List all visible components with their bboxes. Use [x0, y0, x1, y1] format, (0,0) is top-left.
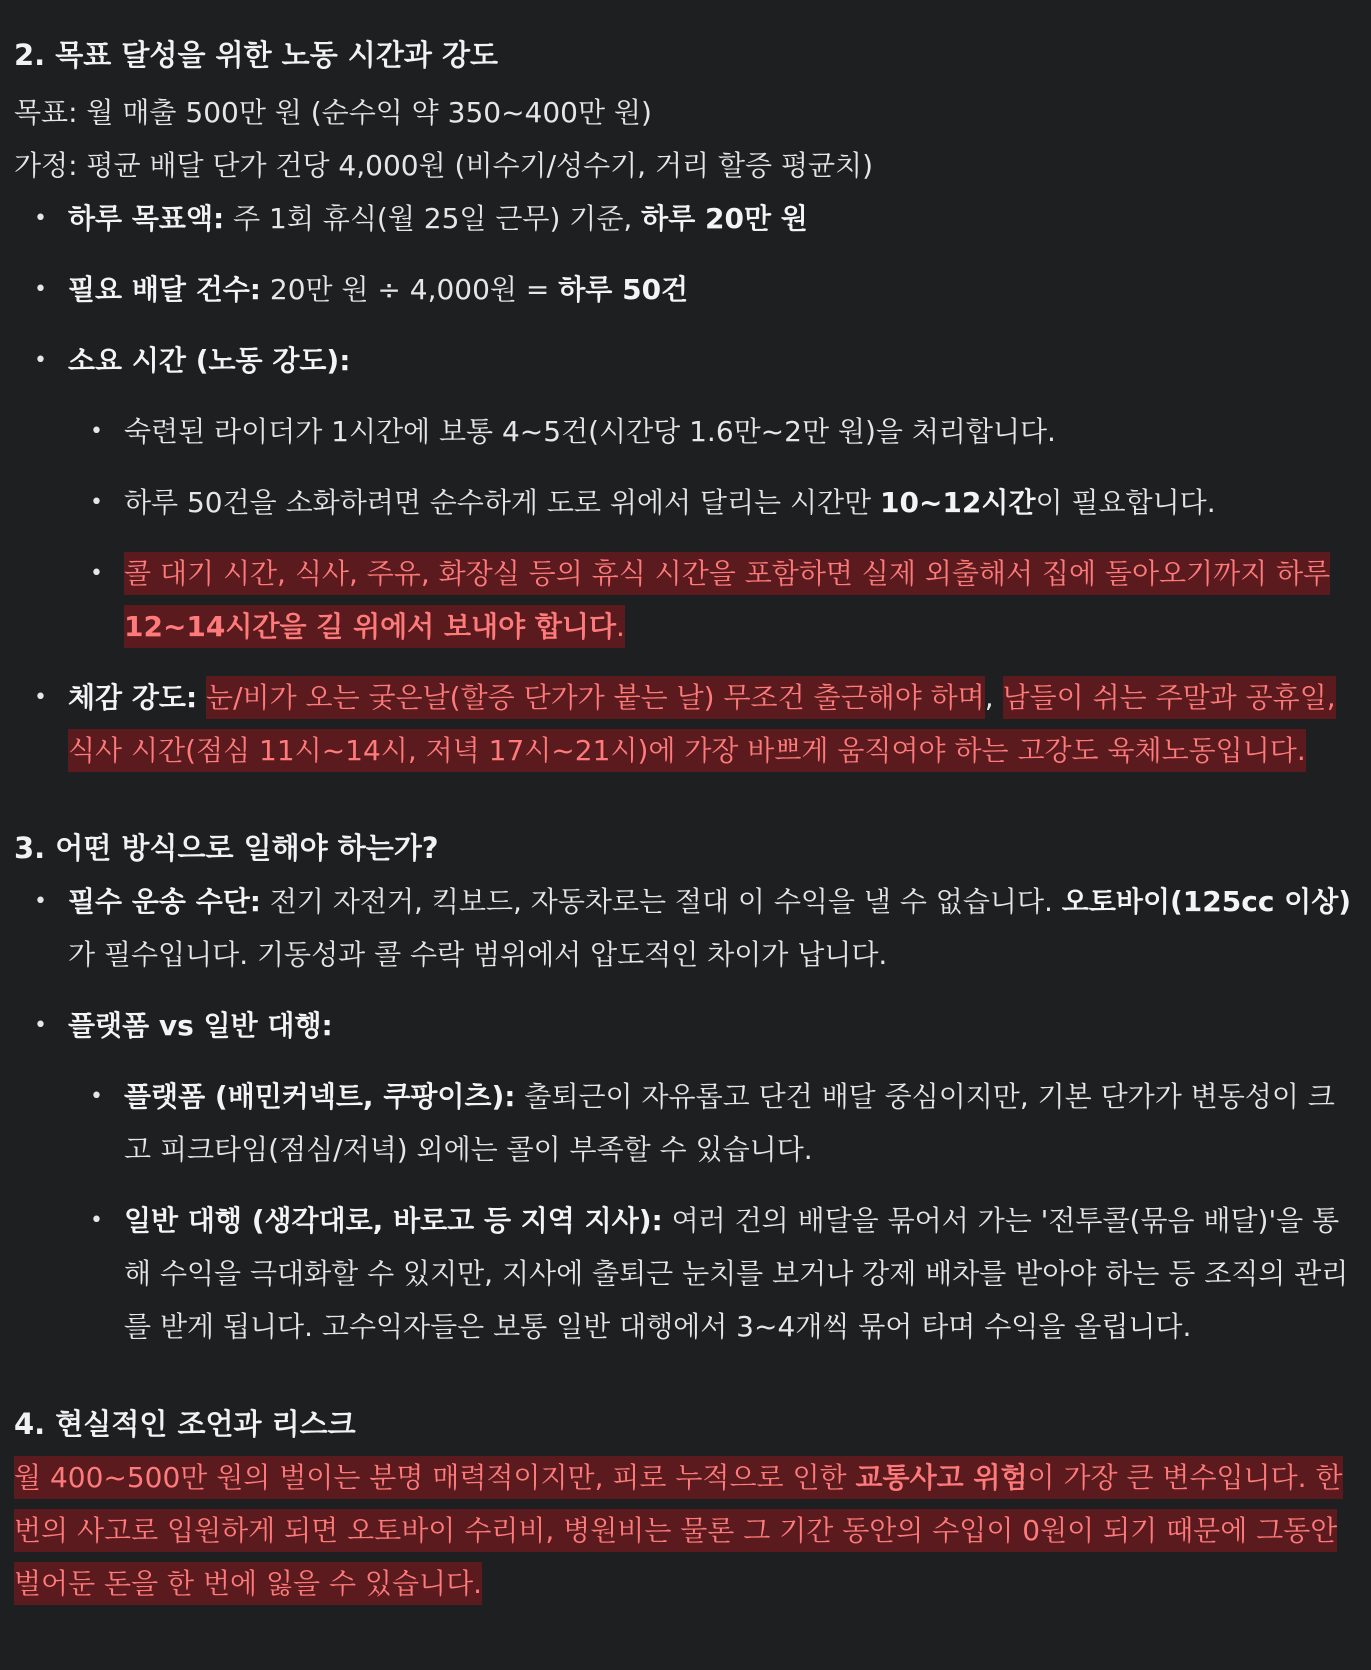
- risk-post: 이 가장 큰 변수입니다. 한 번의 사고로 입원하게 되면 오토바이 수리비, 병원비는 물론 그 기간 동안의 수입이 0원이 되기 때문에 그동안 벌어둔 돈을 한 번에 잃을 수 있습니다.: [14, 1461, 1343, 1600]
- delivery-count-text: 20만 원 ÷ 4,000원 =: [260, 273, 559, 306]
- section-3-list: [14, 875, 1357, 1052]
- section-4-heading: 4. 현실적인 조언과 리스크: [14, 1407, 356, 1441]
- section-2-list-tail: [14, 671, 1357, 777]
- required-time-sublist: [14, 405, 1357, 653]
- road-time-bold: 10~12시간: [880, 486, 1036, 519]
- risk-highlight: [14, 1456, 1343, 1605]
- goal-label: 목표:: [14, 96, 78, 129]
- road-time-post: 이 필요합니다.: [1035, 486, 1216, 519]
- list-item-required-time: [14, 334, 1357, 387]
- daily-target-label: 하루 목표액:: [68, 202, 225, 235]
- list-item-intensity: [14, 671, 1357, 777]
- delivery-count-label: 필요 배달 건수:: [68, 273, 261, 306]
- list-item-platform: [14, 999, 1357, 1052]
- general-agency-label: 일반 대행 (생각대로, 바로고 등 지역 지사):: [124, 1204, 663, 1237]
- vehicle-label: 필수 운송 수단:: [68, 885, 261, 918]
- intensity-comma: ,: [984, 681, 1003, 714]
- risk-pre: 월 400~500만 원의 벌이는 분명 매력적이지만, 피로 누적으로 인한: [14, 1461, 856, 1494]
- platform-sublist: [14, 1070, 1357, 1353]
- risk-paragraph: [14, 1451, 1357, 1610]
- platform-app-text: 출퇴근이 자유롭고 단건 배달 중심이지만, 기본 단가가 변동성이 크고 피크타임(점심/저녁) 외에는 콜이 부족할 수 있습니다.: [124, 1080, 1335, 1166]
- list-item-vehicle: [14, 875, 1357, 981]
- intensity-highlight-2: 남들이 쉬는 주말과 공휴일, 식사 시간(점심 11시~14시, 저녁 17시~21시)에 가장 바쁘게 움직여야 하는 고강도 육체노동입니다.: [68, 676, 1336, 772]
- goal-text: 월 매출 500만 원 (순수익 약 350~400만 원): [77, 96, 652, 129]
- intensity-highlight-1: 눈/비가 오는 궂은날(할증 단가가 붙는 날) 무조건 출근해야 하며: [206, 676, 985, 719]
- list-item-daily-target: [14, 192, 1357, 245]
- section-2-list: [14, 192, 1357, 387]
- sublist-item-general-agency: [14, 1194, 1357, 1353]
- goal-line: [14, 86, 1357, 139]
- road-time-pre: 하루 50건을 소화하려면 순수하게 도로 위에서 달리는 시간만: [124, 486, 880, 519]
- skilled-rider-text: 숙련된 라이더가 1시간에 보통 4~5건(시간당 1.6만~2만 원)을 처리합니다.: [124, 415, 1056, 448]
- sublist-item-platform-app: [14, 1070, 1357, 1176]
- vehicle-bold: 오토바이(125cc 이상): [1061, 885, 1352, 918]
- sublist-item-total-time: [14, 547, 1357, 653]
- assumption-label: 가정:: [14, 149, 78, 182]
- vehicle-text: 전기 자전거, 킥보드, 자동차로는 절대 이 수익을 낼 수 없습니다.: [260, 885, 1062, 918]
- required-time-label: 소요 시간 (노동 강도):: [68, 344, 351, 377]
- sublist-item-road-time: [14, 476, 1357, 529]
- vehicle-post: 가 필수입니다. 기동성과 콜 수락 범위에서 압도적인 차이가 납니다.: [68, 938, 888, 971]
- total-time-highlight: [124, 552, 1330, 648]
- total-time-post: .: [616, 610, 625, 643]
- assumption-line: [14, 139, 1357, 192]
- section-2-heading: 2. 목표 달성을 위한 노동 시간과 강도: [14, 38, 498, 72]
- total-time-bold: 12~14시간을 길 위에서 보내야 합니다: [124, 610, 617, 643]
- risk-bold: 교통사고 위험: [855, 1461, 1028, 1494]
- delivery-count-bold: 하루 50건: [558, 273, 689, 306]
- platform-app-label: 플랫폼 (배민커넥트, 쿠팡이츠):: [124, 1080, 516, 1113]
- section-3-heading: 3. 어떤 방식으로 일해야 하는가?: [14, 831, 439, 865]
- daily-target-bold: 하루 20만 원: [641, 202, 808, 235]
- list-item-delivery-count: [14, 263, 1357, 316]
- sublist-item-skilled-rider: [14, 405, 1357, 458]
- general-agency-text: 여러 건의 배달을 묶어서 가는 '전투콜(묶음 배달)'을 통해 수익을 극대화할 수 있지만, 지사에 출퇴근 눈치를 보거나 강제 배차를 받아야 하는 등 조직의 관리를 받게 됩니다. 고수익자들은 보통 일반 대행에서 3~4개씩 묶어 타며 수익을 올립니다.: [124, 1204, 1349, 1343]
- total-time-pre: 콜 대기 시간, 식사, 주유, 화장실 등의 휴식 시간을 포함하면 실제 외출해서 집에 돌아오기까지 하루: [124, 557, 1331, 590]
- platform-label: 플랫폼 vs 일반 대행:: [68, 1009, 333, 1042]
- assumption-text: 평균 배달 단가 건당 4,000원 (비수기/성수기, 거리 할증 평균치): [77, 149, 874, 182]
- daily-target-text: 주 1회 휴식(월 25일 근무) 기준,: [224, 202, 642, 235]
- intensity-label: 체감 강도:: [68, 681, 198, 714]
